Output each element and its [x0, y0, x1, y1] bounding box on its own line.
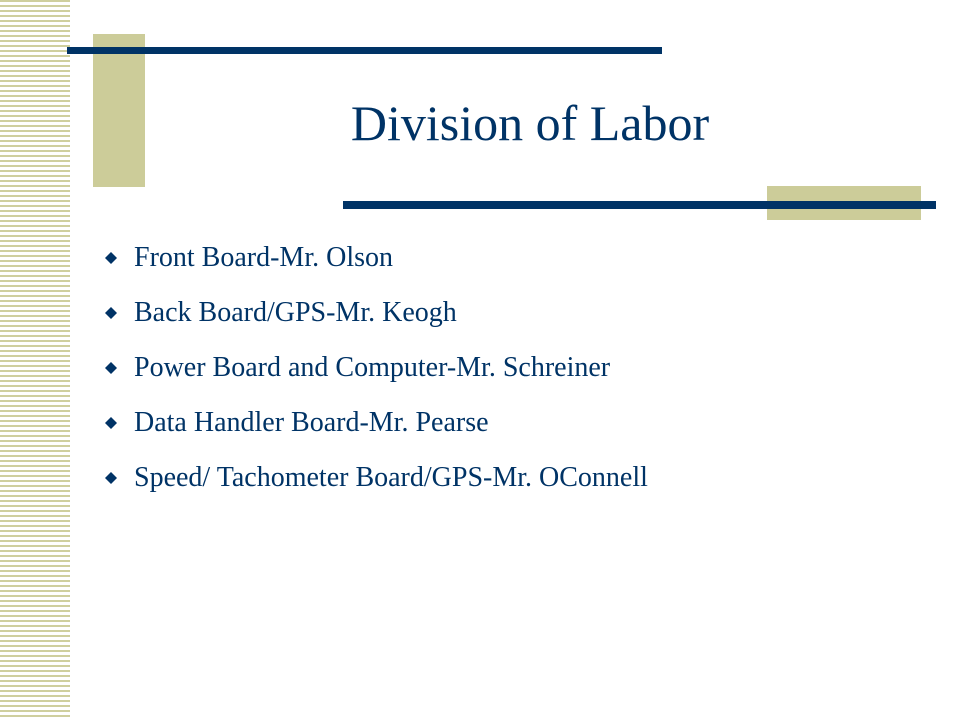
diamond-bullet-icon — [105, 362, 117, 374]
diamond-bullet-icon — [105, 307, 117, 319]
diamond-bullet-icon — [105, 417, 117, 429]
bullet-text: Back Board/GPS-Mr. Keogh — [134, 297, 457, 328]
list-item — [105, 340, 648, 395]
list-item — [105, 285, 648, 340]
top-accent-block — [93, 34, 145, 187]
top-accent-line — [67, 47, 662, 54]
bullet-text: Data Handler Board-Mr. Pearse — [134, 407, 489, 438]
list-item — [105, 230, 648, 285]
diamond-bullet-icon — [105, 252, 117, 264]
list-item — [105, 450, 648, 505]
slide-title: Division of Labor — [350, 95, 710, 151]
bottom-accent-line — [343, 201, 936, 209]
bullet-text: Power Board and Computer-Mr. Schreiner — [134, 352, 611, 383]
bullet-list — [105, 230, 648, 505]
list-item — [105, 395, 648, 450]
diamond-bullet-icon — [105, 472, 117, 484]
left-stripe-decoration — [0, 0, 70, 720]
bullet-text: Speed/ Tachometer Board/GPS-Mr. OConnell — [134, 462, 648, 493]
bullet-text: Front Board-Mr. Olson — [134, 242, 393, 273]
